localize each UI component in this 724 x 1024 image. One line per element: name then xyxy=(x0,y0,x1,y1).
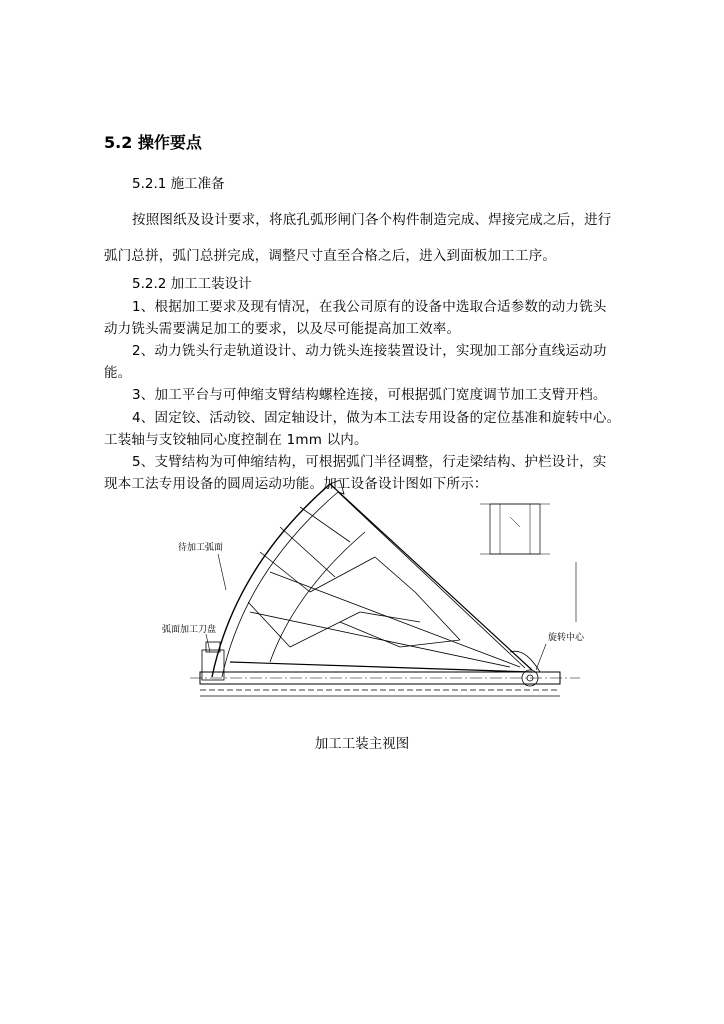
subsection-title-521: 5.2.1 施工准备 xyxy=(132,176,225,192)
label-rotation-center: 旋转中心 xyxy=(548,633,584,643)
subsection-title-522: 5.2.2 加工工装设计 xyxy=(132,276,252,292)
paragraph-line: 按照图纸及设计要求，将底孔弧形闸门各个构件制造完成、焊接完成之后，进行 xyxy=(132,212,612,228)
list-item-continuation: 工装轴与支铰轴同心度控制在 1mm 以内。 xyxy=(104,432,368,448)
figure-caption: 加工工装主视图 xyxy=(314,736,410,752)
list-item-continuation: 现本工法专用设备的圆周运动功能。加工设备设计图如下所示： xyxy=(104,476,488,492)
list-item: 1、根据加工要求及现有情况，在我公司原有的设备中选取合适参数的动力铣头 xyxy=(132,299,607,315)
list-item-continuation: 能。 xyxy=(104,365,132,381)
section-heading: 5.2 操作要点 xyxy=(104,133,202,152)
list-item: 2、动力铣头行走轨道设计、动力铣头连接装置设计，实现加工部分直线运动功 xyxy=(132,343,607,359)
label-cutter: 弧面加工刀盘 xyxy=(162,625,217,635)
list-item-continuation: 动力铣头需要满足加工的要求，以及尽可能提高加工效率。 xyxy=(104,321,461,337)
drawing-lines xyxy=(190,480,580,696)
paragraph-line: 弧门总拼，弧门总拼完成，调整尺寸直至合格之后，进入到面板加工工序。 xyxy=(104,248,557,264)
label-arc-face: 待加工弧面 xyxy=(178,543,224,553)
tooling-front-view-drawing xyxy=(160,472,584,722)
list-item: 5、支臂结构为可伸缩结构，可根据弧门半径调整，行走梁结构、护栏设计，实 xyxy=(132,454,607,470)
list-item: 4、固定铰、活动铰、固定轴设计，做为本工法专用设备的定位基准和旋转中心。 xyxy=(132,410,621,426)
list-item: 3、加工平台与可伸缩支臂结构螺栓连接，可根据弧门宽度调节加工支臂开档。 xyxy=(132,387,607,403)
